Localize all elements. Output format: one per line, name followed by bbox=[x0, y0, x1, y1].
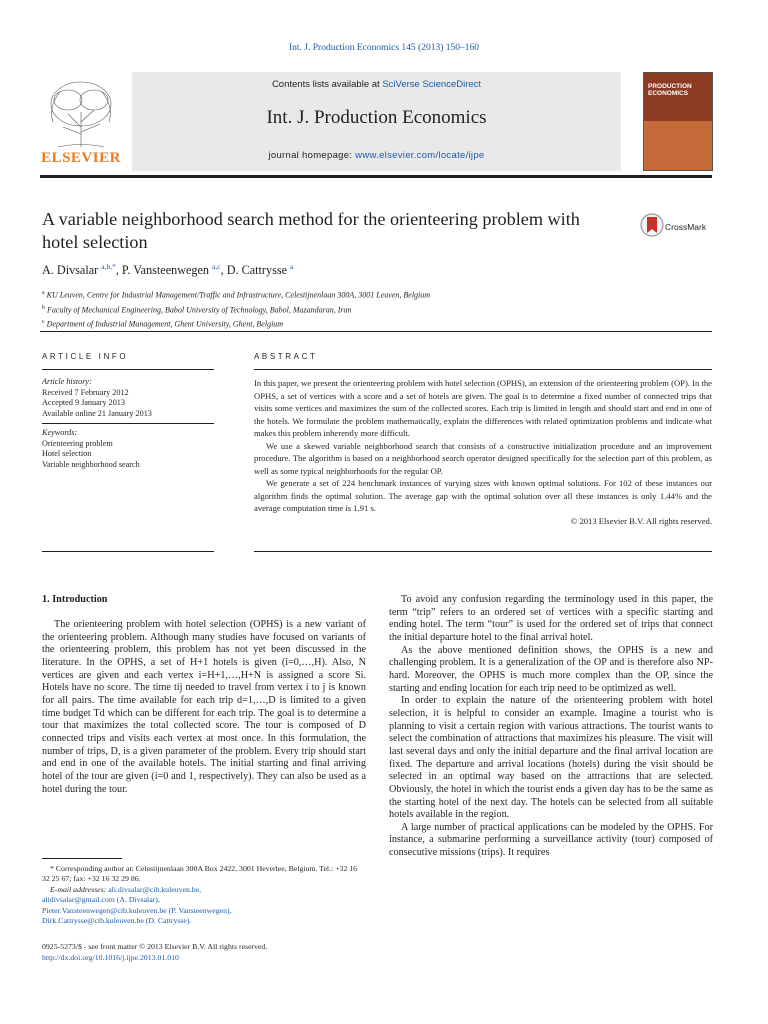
author-sup[interactable]: a,b,* bbox=[101, 262, 116, 271]
article-history bbox=[42, 377, 214, 419]
journal-cover-image bbox=[643, 72, 713, 171]
header-rule bbox=[40, 175, 712, 178]
author-sup[interactable]: a,c bbox=[212, 262, 221, 271]
accepted-date: Accepted 9 January 2013 bbox=[42, 398, 125, 407]
affiliations bbox=[42, 287, 642, 331]
journal-citation[interactable]: Int. J. Production Economics 145 (2013) 150–160 bbox=[289, 43, 479, 53]
body-paragraph: As the above mentioned definition shows, the OPHS is a new and challenging problem. It is a generalization of the OP and is therefore also NP-hard. Moreover, the OPHS is much more complex than the OP, since the starting and ending location for each trip need to be optimized as well. bbox=[389, 644, 713, 694]
email-link[interactable]: ali.divsalar@cib.kuleuven.be, bbox=[108, 884, 202, 894]
body-column-right bbox=[389, 594, 713, 860]
contents-line bbox=[132, 79, 621, 90]
elsevier-wordmark: ELSEVIER bbox=[41, 150, 121, 166]
corresponding-author-note: * Corresponding author at: Celestijnenlaan 300A Box 2422, 3001 Heverlee, Belgium. Tel.: +32 16 32 25 67; fax: +32 16 32 29 86. bbox=[42, 864, 358, 884]
abstract-body bbox=[254, 377, 712, 527]
author-name[interactable]: D. Cattrysse bbox=[226, 263, 287, 278]
body-paragraph: A large number of practical applications can be modeled by the OPHS. For instance, a submarine performing a surveillance activity (tour) composed of consecutive missions (trips). It requires bbox=[389, 821, 713, 859]
divider bbox=[254, 551, 712, 552]
article-info-heading: ARTICLE INFO bbox=[42, 352, 129, 361]
email-link[interactable]: Pieter.Vansteenwegen@cib.kuleuven.be (P. Vansteenwegen), bbox=[42, 905, 232, 915]
affiliation-item: $^a$ KU Leuven, Centre for Industrial Management/Traffic and Infrastructure, Celestijnenlaan 300A, 3001 Leuven, Belgium bbox=[42, 290, 431, 300]
email-link[interactable]: Dirk.Cattrysse@cib.kuleuven.be (D. Cattrysse). bbox=[42, 916, 192, 926]
email-link[interactable]: alidivsalar@gmail.com (A. Divsalar), bbox=[42, 895, 160, 905]
copyright-notice: © 2013 Elsevier B.V. All rights reserved. bbox=[570, 515, 712, 526]
abstract-heading: ABSTRACT bbox=[254, 352, 318, 361]
author-list: A. Divsalar $^{a,b,*}$, P. Vansteenwegen $^{a,c}$, D. Cattrysse $^a$ bbox=[42, 262, 294, 278]
online-date: Available online 21 January 2013 bbox=[42, 408, 152, 418]
email-label: E-mail addresses: bbox=[50, 884, 107, 894]
article-title: A variable neighborhood search method for the orienteering problem with hotel selection bbox=[42, 209, 580, 252]
abstract-paragraph: We use a skewed variable neighborhood search that consists of a constructive initialization procedure and an improvement procedure. The algorithm is based on a neighborhood search operator designed specifically for the selection part of this problem, as well as some typical neighborhoods for the regular OP. bbox=[254, 440, 712, 476]
history-label: Article history: bbox=[42, 377, 92, 386]
author-name[interactable]: A. Divsalar bbox=[42, 263, 99, 278]
footnote-rule bbox=[42, 858, 122, 859]
keyword-item: Variable neighborhood search bbox=[42, 459, 140, 469]
divider bbox=[254, 369, 712, 370]
issn-line: 0925-5273/$ - see front matter © 2013 Elsevier B.V. All rights reserved. bbox=[42, 942, 268, 951]
doi-link[interactable]: http://dx.doi.org/10.1016/j.ijpe.2013.01.010 bbox=[42, 953, 179, 962]
cover-text: PRODUCTION ECONOMICS bbox=[648, 83, 692, 98]
author-sup[interactable]: a bbox=[290, 262, 294, 271]
homepage-line bbox=[132, 150, 621, 161]
section-heading: 1. Introduction bbox=[42, 594, 108, 605]
homepage-link[interactable]: www.elsevier.com/locate/ijpe bbox=[355, 150, 485, 161]
abstract-paragraph: In this paper, we present the orienteering problem with hotel selection (OPHS), an extension of the orienteering problem (OP). In the OPHS, a set of vertices with a score and a set of hotels are given. The goal is to determine a fixed number of connected trips that visits some vertices and maximizes the sum of the collected scores. Each trip is limited in length and should start and end in one of the hotels. We formulate the problem mathematically, explain the differences with related optimization problems and indicate what makes this problem inherently more difficult. bbox=[254, 378, 712, 438]
sciencedirect-link[interactable]: SciVerse ScienceDirect bbox=[382, 79, 482, 90]
contents-prefix: Contents lists available at bbox=[271, 79, 383, 90]
divider bbox=[42, 423, 214, 424]
body-paragraph: To avoid any confusion regarding the terminology used in this paper, the term “trip” refers to an ordered set of vertices with a specific starting and ending hotel. The term “tour” is used for the ordered set of trips that connect the initial departure hotel to the final arrival hotel. bbox=[389, 594, 713, 643]
divider bbox=[42, 369, 214, 370]
author-name[interactable]: P. Vansteenwegen bbox=[121, 263, 210, 278]
body-paragraph: The orienteering problem with hotel selection (OPHS) is a new variant of the orienteering problem. Although many studies have focused on variants of the orienteering problem, this problem has not yet been discussed in the literature. In the OPHS, a set of H+1 hotels is given (i=0,…,H). Also, N vertices are given and each vertex i=H+1,…,H+N is assigned a score Si. Hotels have no score. The time tij needed to travel from vertex i to j is known for all pairs. The time available for each trip d=1,…,D is limited to a given time budget Td which can be different for each trip. The goal is to determine a tour that maximizes the total collected score. The tour is composed of D connected trips and visits each vertex at most once. In this formulation, the number of trips, D, is a given parameter of the problem. Every trip should start and end in one of the available hotels. The initial starting and final arriving hotel of the tour are given (i=0 and 1, respectively). They can also be used as a hotel during the tour. bbox=[42, 619, 366, 795]
keywords bbox=[42, 428, 214, 470]
journal-title: Int. J. Production Economics bbox=[266, 107, 487, 128]
keyword-item: Orienteering problem bbox=[42, 438, 113, 448]
body-paragraph: In order to explain the nature of the orienteering problem with hotel selection, it is helpful to consider an example. Imagine a tourist who is planning to visit a certain region with various attractions. The tourist wants to select the combination of attractions that maximizes his pleasure. The visit will last several days and only the initial departure and the final arrival location are fixed. The departure and arrival locations (hotels) during the visit should be selected in an optimal way based on the attractions that are selected. Obviously, the hotel in which the tourist ends a given day has to be the same as the starting hotel of the next day. The hotels can be selected from all suitable hotels available in the region. bbox=[389, 695, 713, 821]
keywords-label: Keywords: bbox=[42, 428, 78, 437]
title-rule bbox=[40, 331, 712, 332]
footnote bbox=[42, 864, 366, 926]
divider bbox=[42, 551, 214, 552]
keyword-item: Hotel selection bbox=[42, 449, 92, 458]
affiliation-item: $^b$ Faculty of Mechanical Engineering, Babol University of Technology, Babol, Mazandaran, Iran bbox=[42, 304, 352, 315]
page-footer bbox=[42, 941, 372, 963]
affiliation-item: $^c$ Department of Industrial Management, Ghent University, Ghent, Belgium bbox=[42, 319, 284, 329]
crossmark-label[interactable]: CrossMark bbox=[665, 222, 707, 232]
received-date: Received 7 February 2012 bbox=[42, 387, 129, 397]
body-column-left bbox=[42, 619, 366, 796]
abstract-paragraph: We generate a set of 224 benchmark instances of varying sizes with known optimal solutions. For 102 of these instances our algorithm finds the optimal solution. The average gap with the optimal solution over all these instances is only 1.44% and the average computation time is 1.91 s. bbox=[254, 478, 712, 513]
homepage-prefix: journal homepage: bbox=[268, 150, 356, 161]
crossmark-icon[interactable] bbox=[640, 211, 664, 239]
